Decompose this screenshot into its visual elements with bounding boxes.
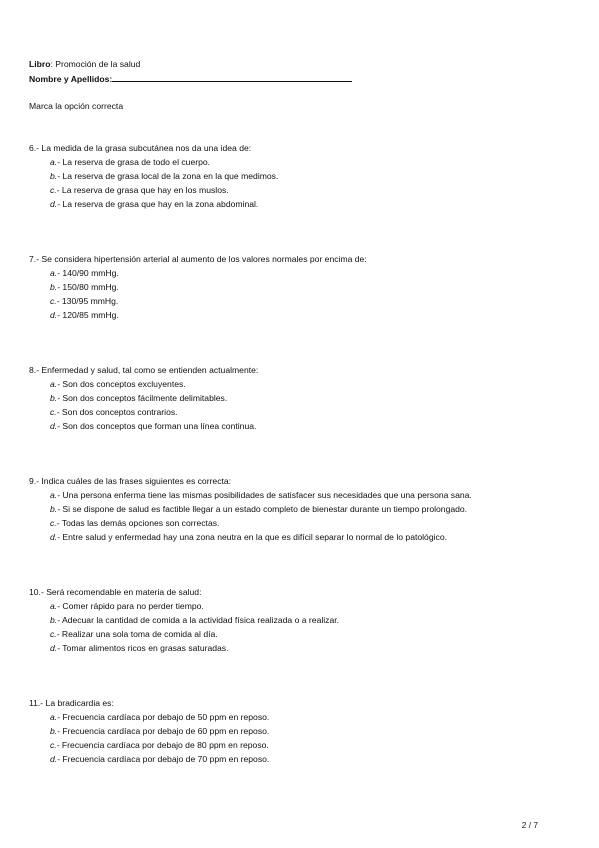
option-letter: d.- bbox=[50, 310, 61, 320]
option-c bbox=[29, 183, 569, 197]
option-text: 140/90 mmHg. bbox=[60, 268, 119, 278]
option-letter: c.- bbox=[50, 740, 60, 750]
option-letter: d.- bbox=[50, 421, 61, 431]
question-9 bbox=[29, 474, 569, 544]
option-letter: c.- bbox=[50, 185, 60, 195]
question-7 bbox=[29, 252, 569, 322]
option-letter: d.- bbox=[50, 643, 61, 653]
option-text: Una persona enferma tiene las mismas posibilidades de satisfacer sus necesidades que una persona sana. bbox=[60, 490, 472, 500]
option-a bbox=[29, 377, 569, 391]
question-title: 6.- La medida de la grasa subcutánea nos da una idea de: bbox=[29, 143, 252, 153]
option-d bbox=[29, 752, 569, 766]
instruction-text: Marca la opción correcta bbox=[29, 101, 124, 111]
option-c bbox=[29, 405, 569, 419]
option-letter: b.- bbox=[50, 282, 61, 292]
question-11 bbox=[29, 696, 569, 766]
option-text: Si se dispone de salud es factible llegar a un estado completo de bienestar durante un tiempo prolongado. bbox=[60, 504, 468, 514]
option-letter: c.- bbox=[50, 629, 60, 639]
option-b bbox=[29, 391, 569, 405]
option-text: Adecuar la cantidad de comida a la actividad física realizada o a realizar. bbox=[60, 615, 340, 625]
option-a bbox=[29, 599, 569, 613]
option-letter: d.- bbox=[50, 754, 61, 764]
question-8 bbox=[29, 363, 569, 433]
option-c bbox=[29, 516, 569, 530]
option-c bbox=[29, 294, 569, 308]
option-d bbox=[29, 419, 569, 433]
option-text: Frecuencia cardíaca por debajo de 80 ppm en reposo. bbox=[59, 740, 269, 750]
option-text: Frecuencia cardíaca por debajo de 70 ppm en reposo. bbox=[60, 754, 270, 764]
option-letter: c.- bbox=[50, 407, 60, 417]
option-text: La reserva de grasa que hay en los muslos. bbox=[59, 185, 229, 195]
option-letter: a.- bbox=[50, 379, 61, 389]
option-letter: a.- bbox=[50, 712, 61, 722]
option-a bbox=[29, 155, 569, 169]
option-b bbox=[29, 613, 569, 627]
question-title: 9.- Indica cuáles de las frases siguientes es correcta: bbox=[29, 476, 232, 486]
option-letter: b.- bbox=[50, 504, 61, 514]
question-6 bbox=[29, 141, 569, 211]
question-title: 7.- Se considera hipertensión arterial al aumento de los valores normales por encima de: bbox=[29, 254, 367, 264]
option-text: Son dos conceptos que forman una línea continua. bbox=[60, 421, 257, 431]
question-title: 11.- La bradicardia es: bbox=[29, 698, 114, 708]
option-letter: b.- bbox=[50, 615, 61, 625]
option-text: La reserva de grasa que hay en la zona abdominal. bbox=[60, 199, 259, 209]
option-letter: a.- bbox=[50, 601, 61, 611]
option-b bbox=[29, 280, 569, 294]
option-text: Son dos conceptos fácilmente delimitables. bbox=[60, 393, 228, 403]
option-letter: c.- bbox=[50, 296, 60, 306]
option-letter: d.- bbox=[50, 199, 61, 209]
option-text: La reserva de grasa de todo el cuerpo. bbox=[60, 157, 211, 167]
option-d bbox=[29, 530, 569, 544]
option-text: 130/95 mmHg. bbox=[59, 296, 119, 306]
option-letter: a.- bbox=[50, 157, 61, 167]
question-title: 10.- Será recomendable en materia de salud: bbox=[29, 587, 202, 597]
option-letter: a.- bbox=[50, 268, 61, 278]
page-number: 2 / 7 bbox=[521, 820, 538, 830]
option-letter: b.- bbox=[50, 393, 61, 403]
option-text: Frecuencia cardíaca por debajo de 60 ppm en reposo. bbox=[60, 726, 270, 736]
option-letter: a.- bbox=[50, 490, 61, 500]
option-text: Son dos conceptos contrarios. bbox=[59, 407, 178, 417]
book-line bbox=[29, 58, 140, 71]
option-b bbox=[29, 724, 569, 738]
question-10 bbox=[29, 585, 569, 655]
option-text: Tomar alimentos ricos en grasas saturadas. bbox=[60, 643, 229, 653]
option-c bbox=[29, 738, 569, 752]
book-label: Libro bbox=[29, 59, 51, 69]
question-title: 8.- Enfermedad y salud, tal como se entienden actualmente: bbox=[29, 365, 259, 375]
option-text: Comer rápido para no perder tiempo. bbox=[60, 601, 204, 611]
option-text: 120/85 mmHg. bbox=[60, 310, 119, 320]
option-a bbox=[29, 488, 569, 502]
option-text: La reserva de grasa local de la zona en la que medimos. bbox=[60, 171, 279, 181]
option-d bbox=[29, 197, 569, 211]
option-b bbox=[29, 502, 569, 516]
option-text: Entre salud y enfermedad hay una zona neutra en la que es difícil separar lo normal de lo patológico. bbox=[60, 532, 447, 542]
option-text: Son dos conceptos excluyentes. bbox=[60, 379, 186, 389]
name-label: Nombre y Apellidos: bbox=[29, 74, 113, 84]
option-a bbox=[29, 266, 569, 280]
option-text: Frecuencia cardíaca por debajo de 50 ppm en reposo. bbox=[60, 712, 270, 722]
option-text: Todas las demás opciones son correctas. bbox=[59, 518, 220, 528]
option-letter: b.- bbox=[50, 726, 61, 736]
option-c bbox=[29, 627, 569, 641]
name-blank-line bbox=[112, 72, 352, 82]
name-line bbox=[29, 72, 352, 86]
option-letter: b.- bbox=[50, 171, 61, 181]
option-a bbox=[29, 710, 569, 724]
option-letter: c.- bbox=[50, 518, 60, 528]
option-letter: d.- bbox=[50, 532, 61, 542]
option-b bbox=[29, 169, 569, 183]
option-d bbox=[29, 641, 569, 655]
option-text: Realizar una sola toma de comida al día. bbox=[59, 629, 218, 639]
book-value: : Promoción de la salud bbox=[50, 59, 141, 69]
option-d bbox=[29, 308, 569, 322]
option-text: 150/80 mmHg. bbox=[60, 282, 119, 292]
